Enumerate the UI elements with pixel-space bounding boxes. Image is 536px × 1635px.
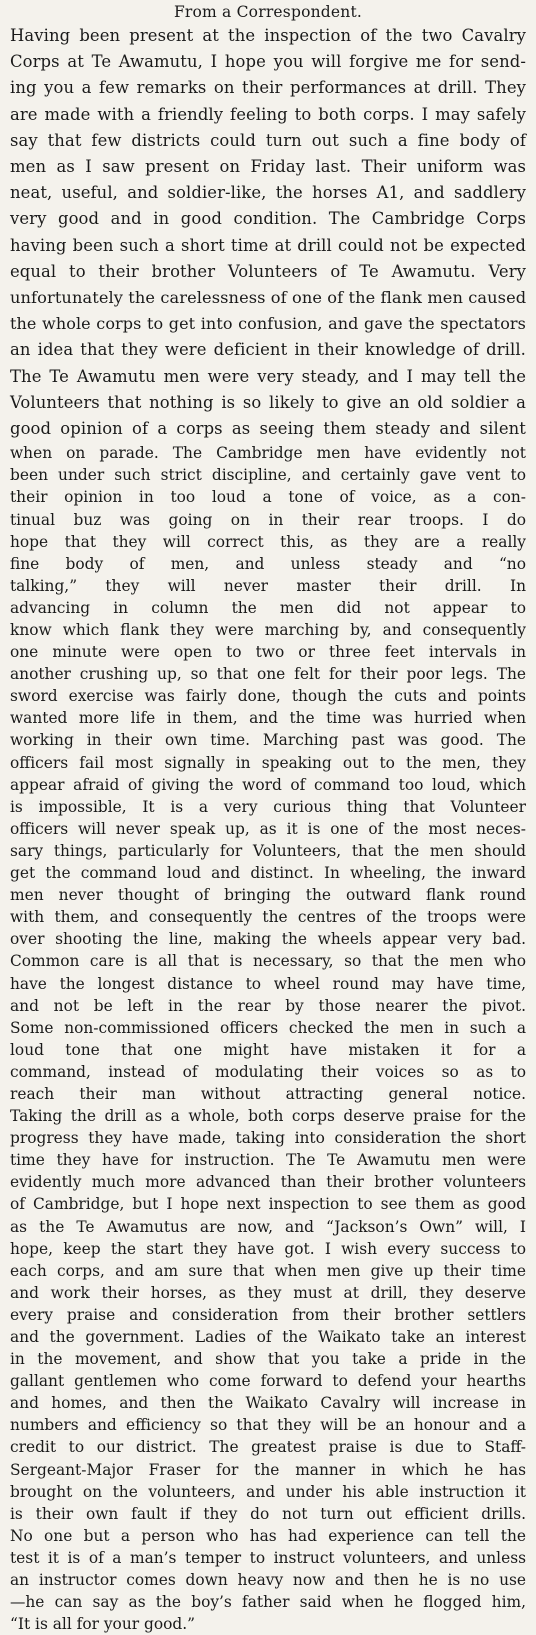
text-line: one minute were open to two or three feet intervals in	[10, 643, 526, 662]
text-line: test it is of a man’s temper to instruct volunteers, and unless	[10, 1548, 526, 1567]
text-line: evidently much more advanced than their brother volunteers	[10, 1173, 526, 1192]
article-body-section-a	[10, 23, 526, 442]
text-line: have the longest distance to wheel round may have time,	[10, 974, 526, 993]
text-line: hope that they will correct this, as they are a really	[10, 532, 526, 551]
text-line: men never thought of bringing the outward flank round	[10, 886, 526, 905]
text-line: an instructor comes down heavy now and then he is no use	[10, 1571, 526, 1590]
text-line: command, instead of modulating their voices so as to	[10, 1062, 526, 1081]
text-line: Having been present at the inspection of the two Cavalry	[10, 26, 526, 45]
text-line: and homes, and then the Waikato Cavalry will increase in	[10, 1394, 526, 1413]
text-line: The Te Awamutu men were very steady, and I may tell the	[10, 366, 526, 386]
text-line: Volunteers that nothing is so likely to give an old soldier a	[10, 392, 526, 412]
article-body-section-b	[10, 442, 526, 1635]
text-line: each corps, and am sure that when men give up their time	[10, 1261, 526, 1280]
text-line: having been such a short time at drill could not be expected	[10, 235, 526, 255]
text-line: reach their man without attracting general notice.	[10, 1084, 526, 1103]
text-line: is their own fault if they do not turn out efficient drills.	[10, 1504, 526, 1523]
text-line: credit to our district. The greatest praise is due to Staff-	[10, 1438, 526, 1457]
text-line: Corps at Te Awamutu, I hope you will forgive me for send-	[10, 52, 526, 72]
text-line: fine body of men, and unless steady and “no	[10, 554, 526, 573]
text-line: officers will never speak up, as it is one of the most neces-	[10, 819, 526, 838]
text-line: an idea that they were deficient in their knowledge of drill.	[10, 340, 526, 360]
text-line: sword exercise was fairly done, though the cuts and points	[10, 687, 526, 706]
text-line: —he can say as the boy’s father said when he flogged him,	[10, 1593, 526, 1612]
text-line: and the government. Ladies of the Waikato take an interest	[10, 1328, 526, 1346]
text-line: tinual buz was going on in their rear troops. I do	[10, 510, 526, 529]
text-line: Taking the drill as a whole, both corps deserve praise for the	[10, 1107, 526, 1126]
text-line: the whole corps to get into confusion, and gave the spectators	[10, 314, 526, 334]
text-line: time they have for instruction. The Te Awamutu men were	[10, 1151, 526, 1170]
text-line: wanted more life in them, and the time was hurried when	[10, 709, 526, 728]
text-line: with them, and consequently the centres of the troops were	[10, 908, 526, 927]
text-line: hope, keep the start they have got. I wish every success to	[10, 1239, 526, 1258]
text-line: another crushing up, so that one felt for their poor legs. The	[10, 665, 526, 684]
text-line: ing you a few remarks on their performances at drill. They	[10, 78, 526, 98]
text-line: know which flank they were marching by, and consequently	[10, 621, 526, 639]
text-line: No one but a person who has had experience can tell the	[10, 1526, 526, 1545]
text-line: unfortunately the carelessness of one of the flank men caused	[10, 288, 527, 308]
text-line: when on parade. The Cambridge men have evidently not	[10, 444, 526, 463]
text-line: Some non-commissioned officers checked the men in such a	[10, 1018, 526, 1037]
text-line: in the movement, and show that you take a pride in the	[10, 1350, 526, 1369]
text-line: are made with a friendly feeling to both corps. I may safely	[10, 104, 526, 124]
text-line: advancing in column the men did not appear to	[10, 598, 526, 617]
text-line: very good and in good condition. The Cambridge Corps	[10, 209, 526, 229]
text-line: Common care is all that is necessary, so that the men who	[10, 952, 526, 971]
text-line: working in their own time. Marching past was good. The	[10, 731, 526, 750]
text-line: and work their horses, as they must at drill, they deserve	[10, 1283, 526, 1302]
text-line: as the Te Awamutus are now, and “Jackson’s Own” will, I	[10, 1217, 526, 1236]
text-line: numbers and efficiency so that they will be an honour and a	[10, 1416, 526, 1435]
text-line: and not be left in the rear by those nearer the pivot.	[10, 996, 526, 1015]
text-line: officers fail most signally in speaking out to the men, they	[10, 753, 526, 772]
text-line: equal to their brother Volunteers of Te Awamutu. Very	[10, 261, 526, 281]
article-heading: From a Correspondent.	[173, 3, 363, 21]
text-line: sary things, particularly for Volunteers, that the men should	[10, 841, 526, 860]
text-line: Sergeant-Major Fraser for the manner in which he has	[10, 1460, 526, 1479]
text-line: loud tone that one might have mistaken it for a	[10, 1040, 526, 1059]
text-line: is impossible, It is a very curious thing that Volunteer	[10, 797, 526, 816]
text-line: get the command loud and distinct. In wheeling, the inward	[10, 864, 526, 883]
text-line: over shooting the line, making the wheels appear very bad.	[10, 930, 526, 949]
text-line: gallant gentlemen who come forward to defend your hearths	[10, 1372, 526, 1391]
text-line: “It is all for your good.”	[10, 1615, 195, 1634]
text-line: neat, useful, and soldier-like, the horses A1, and saddlery	[10, 183, 526, 203]
text-line: good opinion of a corps as seeing them steady and silent	[10, 419, 526, 439]
text-line: talking,” they will never master their drill. In	[10, 576, 526, 595]
text-line: of Cambridge, but I hope next inspection to see them as good	[10, 1195, 526, 1214]
text-line: say that few districts could turn out such a fine body of	[10, 130, 526, 150]
text-line: every praise and consideration from their brother settlers	[10, 1305, 526, 1324]
text-line: men as I saw present on Friday last. Their uniform was	[10, 157, 526, 177]
text-line: their opinion in too loud a tone of voice, as a con-	[10, 488, 526, 507]
text-line: been under such strict discipline, and certainly gave vent to	[10, 466, 526, 485]
text-line: brought on the volunteers, and under his able instruction it	[10, 1482, 526, 1501]
text-line: appear afraid of giving the word of command too loud, which	[10, 775, 526, 794]
text-line: progress they have made, taking into consideration the short	[10, 1129, 526, 1148]
